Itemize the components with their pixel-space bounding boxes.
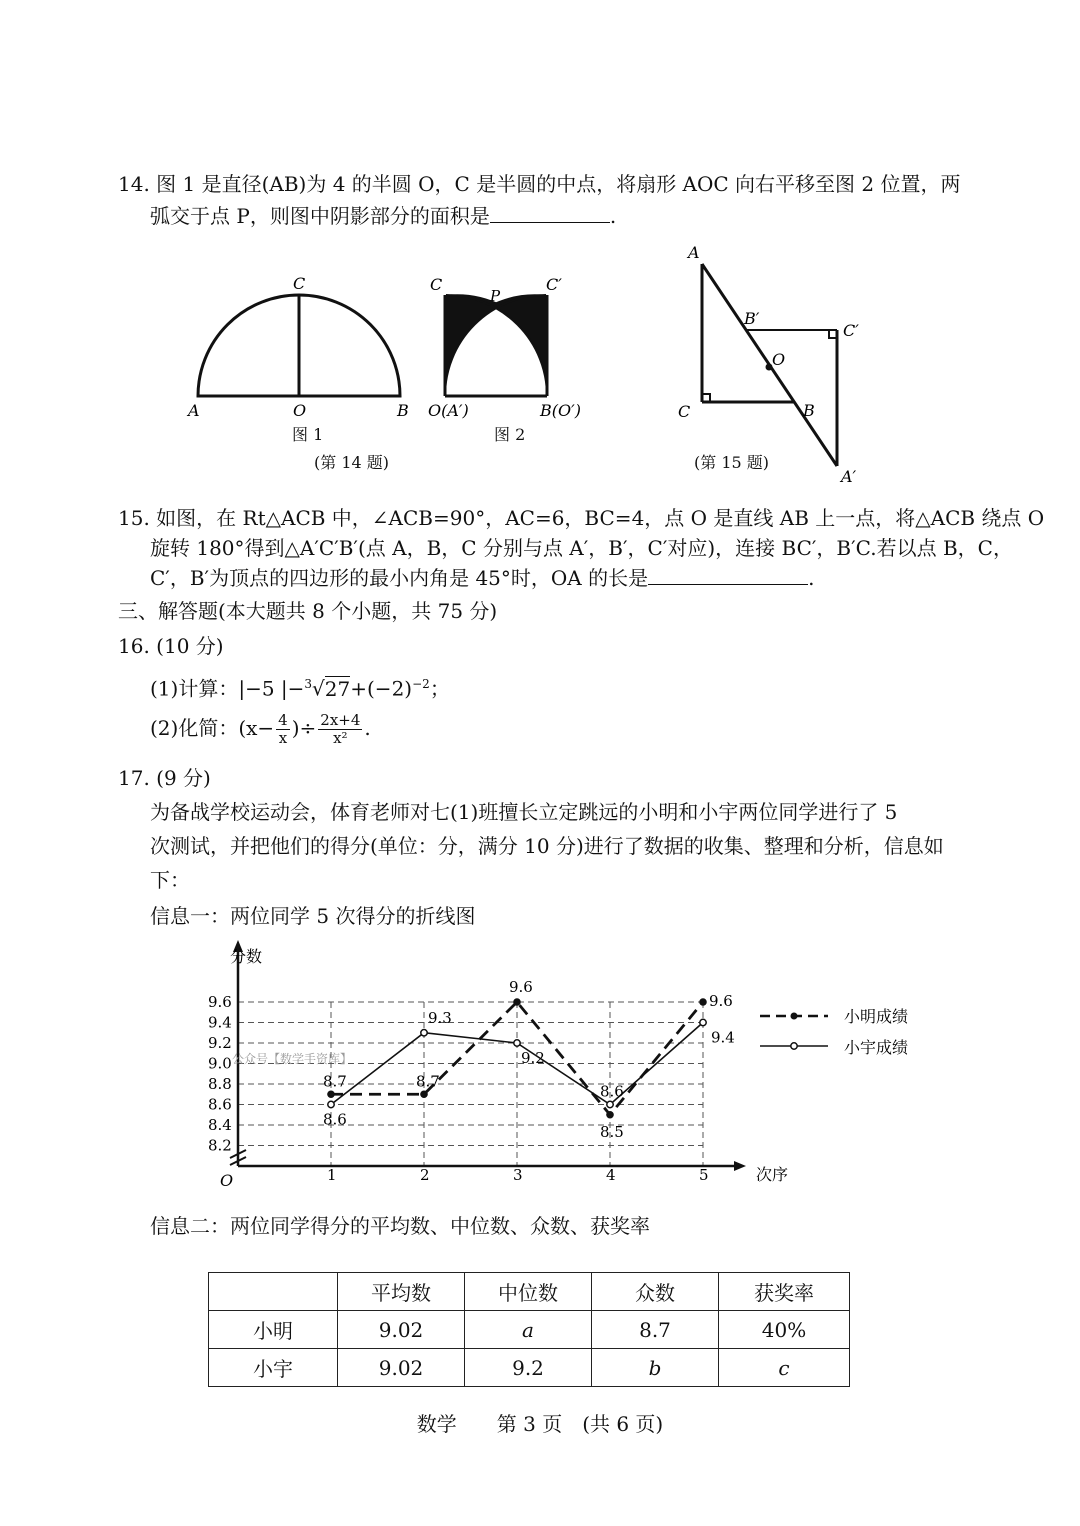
y-tick-labels xyxy=(208,993,232,1155)
chart-legend xyxy=(760,1007,908,1057)
origin-label: O xyxy=(220,1171,234,1190)
fig2-caption: 图 2 xyxy=(494,425,526,444)
fig15-label-c: C xyxy=(678,402,691,421)
data-label: 9.3 xyxy=(428,1008,452,1027)
data-label: 8.6 xyxy=(600,1082,624,1101)
q14-line-2-text: 弧交于点 P，则图中阴影部分的面积是 xyxy=(150,204,490,228)
q14-figure-2 xyxy=(420,270,610,420)
q16-exponent: −2 xyxy=(412,677,430,691)
table-cell: a xyxy=(465,1311,592,1349)
table-cell: 9.02 xyxy=(338,1311,465,1349)
legend-label-xiaoming: 小明成绩 xyxy=(844,1007,909,1026)
x-tick-label: 4 xyxy=(606,1166,616,1184)
fig15-label-a: A xyxy=(688,243,700,262)
q17-line-3: 下： xyxy=(150,868,190,892)
data-point xyxy=(514,1040,520,1046)
q16-part-1-post: +(−2) xyxy=(350,676,413,701)
fig15-label-b-prime: B′ xyxy=(744,309,760,328)
data-point xyxy=(327,1090,335,1098)
fig2-label-p: P xyxy=(490,287,501,305)
q16-root-index: 3 xyxy=(304,677,313,691)
x-tick-label: 2 xyxy=(420,1166,430,1184)
data-label: 8.5 xyxy=(600,1122,624,1141)
data-point xyxy=(700,1019,706,1025)
table-cell: c xyxy=(719,1349,850,1387)
fig15-label-c-prime: C′ xyxy=(843,321,859,340)
data-point xyxy=(606,1111,614,1119)
q14-line-2 xyxy=(150,202,616,230)
q15-line-3-text: C′，B′为顶点的四边形的最小内角是 45°时，OA 的长是 xyxy=(150,566,649,590)
y-tick-label: 8.4 xyxy=(208,1116,232,1134)
q17-line-2: 次测试，并把他们的得分(单位：分，满分 10 分)进行了数据的收集、整理和分析，信息如 xyxy=(150,834,944,858)
q17-info-1: 信息一：两位同学 5 次得分的折线图 xyxy=(150,904,476,928)
table-header-cell: 获奖率 xyxy=(719,1273,850,1311)
y-tick-label: 9.2 xyxy=(208,1034,232,1052)
table-cell: 9.2 xyxy=(465,1349,592,1387)
y-tick-label: 9.6 xyxy=(208,993,232,1011)
table-cell: 8.7 xyxy=(592,1311,719,1349)
q17-heading: 17. (9 分) xyxy=(118,766,211,790)
q16-part-1 xyxy=(150,670,450,703)
table-row xyxy=(209,1311,850,1349)
q14-line-1: 14. 图 1 是直径(AB)为 4 的半圆 O，C 是半圆的中点，将扇形 AOC 向右平移至图 2 位置，两 xyxy=(118,172,961,196)
table-header-cell: 平均数 xyxy=(338,1273,465,1311)
q16-part-1-pre: (1)计算：|−5 |− xyxy=(150,676,305,701)
table-cell: 9.02 xyxy=(338,1349,465,1387)
data-label: 9.6 xyxy=(709,992,733,1010)
table-cell: 小明 xyxy=(209,1311,338,1349)
x-tick-label: 5 xyxy=(699,1166,709,1184)
data-point xyxy=(607,1101,613,1107)
line-chart xyxy=(200,936,920,1198)
data-point xyxy=(513,998,521,1006)
data-label: 8.7 xyxy=(416,1072,440,1091)
fig1-label-b: B xyxy=(397,401,409,420)
radical-sign: √ xyxy=(312,676,325,701)
data-label: 9.2 xyxy=(521,1049,545,1067)
q17-line-1: 为备战学校运动会，体育老师对七(1)班擅长立定跳远的小明和小宇两位同学进行了 5 xyxy=(150,800,898,824)
stats-table xyxy=(208,1272,850,1387)
table-header-cell: 众数 xyxy=(592,1273,719,1311)
y-tick-label: 8.6 xyxy=(208,1095,232,1114)
y-tick-label: 8.8 xyxy=(208,1075,232,1093)
q14-figure-1 xyxy=(180,270,420,420)
q17-info-2: 信息二：两位同学得分的平均数、中位数、众数、获奖率 xyxy=(150,1214,650,1238)
x-axis-label: 次序 xyxy=(756,1165,789,1184)
table-header-row xyxy=(209,1273,850,1311)
fig1-label-c: C xyxy=(293,274,306,293)
fig15-label-o: O xyxy=(772,350,786,369)
q16-heading: 16. (10 分) xyxy=(118,634,224,658)
table-header-cell: 中位数 xyxy=(465,1273,592,1311)
x-tick-label: 3 xyxy=(513,1166,523,1184)
table-cell: b xyxy=(592,1349,719,1387)
data-label: 8.7 xyxy=(323,1072,347,1091)
x-axis-arrow xyxy=(734,1161,746,1171)
q15-line-3 xyxy=(150,564,814,592)
q16-part-2-end: . xyxy=(364,716,371,740)
table-cell: 小宇 xyxy=(209,1349,338,1387)
fig2-label-c: C xyxy=(430,275,443,294)
x-tick-label: 1 xyxy=(327,1166,337,1184)
q16-part-1-end: ； xyxy=(429,676,450,701)
data-label: 9.6 xyxy=(509,978,533,996)
q14-line-2-end: . xyxy=(609,204,617,228)
table-header-cell xyxy=(209,1273,338,1311)
table-row xyxy=(209,1349,850,1387)
q16-part-2-mid: )÷ xyxy=(291,716,317,740)
fig1-label-o: O xyxy=(293,401,307,420)
q15-line-1: 15. 如图，在 Rt△ACB 中，∠ACB=90°，AC=6，BC=4，点 O 是直线 AB 上一点，将△ACB 绕点 O xyxy=(118,506,1045,530)
fig15-label-a-prime: A′ xyxy=(841,467,857,486)
fig1-caption: 图 1 xyxy=(292,425,324,444)
fig2-label-b: B(O′) xyxy=(540,401,581,420)
section-3-heading: 三、解答题(本大题共 8 个小题，共 75 分) xyxy=(118,599,498,623)
fig2-label-c-prime: C′ xyxy=(546,275,562,294)
data-point xyxy=(421,1030,427,1036)
q14-answer-blank[interactable] xyxy=(490,204,610,223)
q15-line-2: 旋转 180°得到△A′C′B′(点 A，B，C 分别与点 A′，B′，C′对应)，连接 BC′，B′C.若以点 B，C， xyxy=(150,536,1013,560)
q15-line-3-end: . xyxy=(808,566,815,590)
q15-caption: (第 15 题) xyxy=(694,453,770,472)
y-axis-label: 分数 xyxy=(230,947,263,966)
data-label: 9.4 xyxy=(711,1028,735,1047)
page-footer: 数学 第 3 页 (共 6 页) xyxy=(416,1412,664,1436)
x-tick-labels xyxy=(327,1166,709,1184)
q16-fraction-2: $\frac{2x+4}{\text{x²}}$ xyxy=(320,711,361,747)
watermark: 公众号【数学手资库】 xyxy=(232,1052,353,1066)
data-point xyxy=(699,998,707,1006)
fig1-label-a: A xyxy=(188,401,200,420)
fig15-label-b: B xyxy=(803,401,815,420)
q16-part-2-pre: (2)化简：(x− xyxy=(150,716,275,740)
legend-label-xiaoyu: 小宇成绩 xyxy=(844,1038,909,1057)
q14-caption: (第 14 题) xyxy=(314,453,390,472)
y-tick-label: 8.2 xyxy=(208,1136,232,1155)
y-tick-label: 9.4 xyxy=(208,1013,232,1032)
q16-radicand: 27 xyxy=(324,676,351,701)
data-point xyxy=(328,1101,334,1107)
data-label: 8.6 xyxy=(323,1110,347,1129)
q16-part-2 xyxy=(150,712,371,747)
y-tick-label: 9.0 xyxy=(208,1054,232,1073)
table-cell: 40% xyxy=(719,1311,850,1349)
q15-answer-blank[interactable] xyxy=(648,566,808,585)
q16-fraction-1: $\frac{4}{x}$ xyxy=(278,711,288,747)
data-point xyxy=(420,1090,428,1098)
fig2-label-o: O(A′) xyxy=(428,401,469,420)
